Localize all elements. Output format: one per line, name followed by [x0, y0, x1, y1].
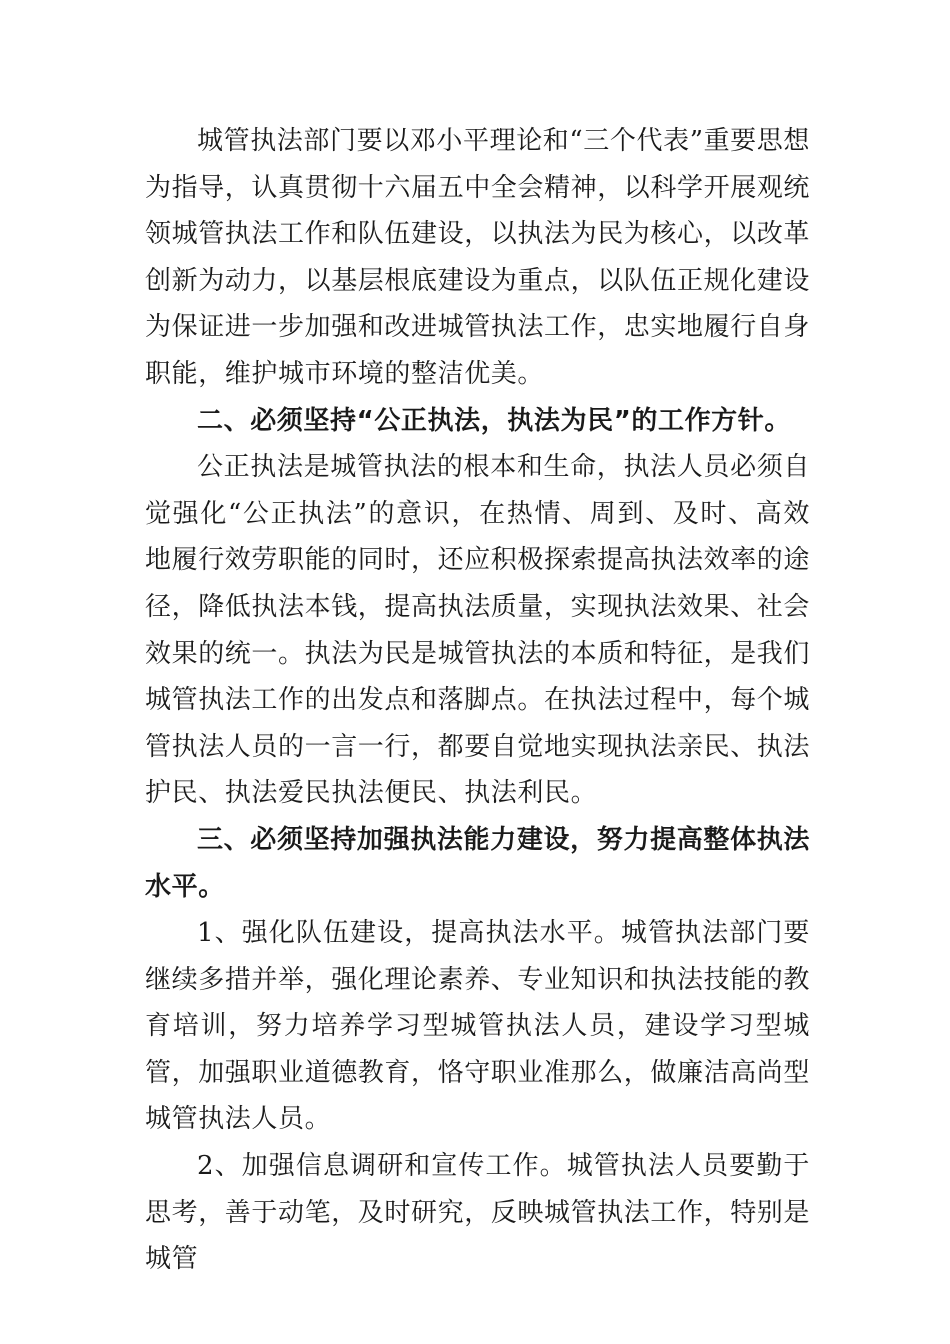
section-heading-two: 二、必须坚持“公正执法，执法为民”的工作方针。 — [197, 405, 791, 436]
paragraph-research-publicity: 2、加强信息调研和宣传工作。城管执法人员要勤于思考，善于动笔，及时研究，反映城管执法工作，特别是城管 — [145, 1151, 811, 1275]
paragraph-guiding-principle: 城管执法部门要以邓小平理论和“三个代表”重要思想为指导，认真贯彻十六届五中全会精神，以科学开展观统领城管执法工作和队伍建设，以执法为民为核心，以改革创新为动力，以基层根底建设为重点，以队伍正规化建设为保证进一步加强和改进城管执法工作，忠实地履行自身职能，维护城市环境的整洁优美。 — [145, 126, 811, 389]
paragraph-fair-enforcement: 公正执法是城管执法的根本和生命，执法人员必须自觉强化“公正执法”的意识，在热情、周到、及时、高效地履行效劳职能的同时，还应积极探索提高执法效率的途径，降低执法本钱，提高执法质量，实现执法效果、社会效果的统一。执法为民是城管执法的本质和特征，是我们城管执法工作的出发点和落脚点。在执法过程中，每个城管执法人员的一言一行，都要自觉地实现执法亲民、执法护民、执法爱民执法便民、执法利民。 — [145, 452, 811, 809]
document-body — [145, 118, 810, 1283]
paragraph-team-building: 1、强化队伍建设，提高执法水平。城管执法部门要继续多措并举，强化理论素养、专业知识和执法技能的教育培训，努力培养学习型城管执法人员，建设学习型城管，加强职业道德教育，恪守职业准那么，做廉洁高尚型城管执法人员。 — [145, 918, 811, 1135]
section-heading-three: 三、必须坚持加强执法能力建设，努力提高整体执法水平。 — [145, 824, 810, 902]
